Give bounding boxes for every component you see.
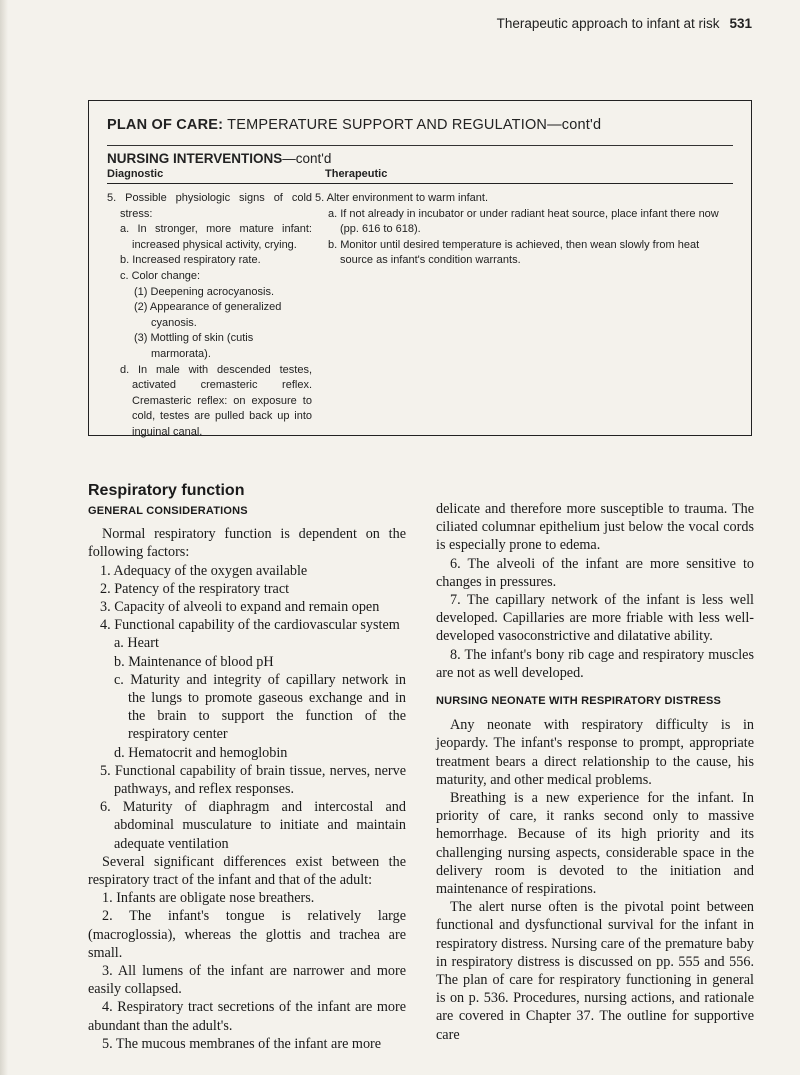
- divider: [107, 145, 733, 146]
- page-number: 531: [729, 16, 752, 31]
- box-title-rest: TEMPERATURE SUPPORT AND REGULATION—cont'd: [223, 117, 602, 133]
- list-item: 1. Infants are obligate nose breathers.: [102, 890, 315, 907]
- list-item: a. In stronger, more mature infant: increased physical activity, crying.: [120, 223, 312, 251]
- section-title-bold: NURSING INTERVENTIONS: [107, 151, 283, 166]
- list-item: 3. All lumens of the infant are narrower and more easily collapsed.: [88, 963, 406, 998]
- list-item: (3) Mottling of skin (cutis marmorata).: [134, 332, 254, 360]
- paragraph: Breathing is a new experience for the infant. In priority of care, it ranks second only to massive hemorrhage. Because of its high priority and its challenging nursing aspects, considerable space in the delivery room is devoted to the initiation and maintenance of respirations.: [436, 790, 754, 898]
- list-item: b. Monitor until desired temperature is achieved, then wean slowly from heat source as infant's condition warrants.: [328, 238, 700, 267]
- paragraph: delicate and therefore more susceptible to trauma. The ciliated columnar epithelium just below the vocal cords is especially prone to edema.: [436, 501, 754, 554]
- list-item: b. Increased respiratory rate.: [120, 254, 261, 267]
- list-item: 3. Capacity of alveoli to expand and remain open: [100, 599, 380, 616]
- list-item: 2. The infant's tongue is relatively large (macroglossia), whereas the glottis and trachea are small.: [88, 908, 406, 961]
- list-item: 5. Possible physiologic signs of cold stress:: [107, 192, 312, 220]
- box-title: [107, 117, 601, 133]
- column-header-diagnostic: Diagnostic: [107, 168, 164, 180]
- list-item: 4. Respiratory tract secretions of the infant are more abundant than the adult's.: [88, 999, 406, 1034]
- column-header-therapeutic: Therapeutic: [325, 168, 388, 180]
- list-item: a. Heart: [114, 635, 159, 652]
- list-item: a. If not already in incubator or under radiant heat source, place infant there now (pp. 616 to 618).: [328, 207, 719, 236]
- therapeutic-column: [315, 191, 735, 269]
- diagnostic-column: [107, 191, 312, 441]
- section-title-rest: —cont'd: [282, 151, 332, 166]
- list-item: 8. The infant's bony rib cage and respiratory muscles are not as well developed.: [436, 646, 754, 681]
- running-header: [497, 16, 752, 31]
- list-item: 6. The alveoli of the infant are more sensitive to changes in pressures.: [436, 555, 754, 590]
- list-item: c. Maturity and integrity of capillary network in the lungs to promote gaseous exchange and in the brain to support the function of the respiratory center: [114, 671, 406, 743]
- running-title: Therapeutic approach to infant at risk: [496, 16, 720, 31]
- box-title-bold: PLAN OF CARE:: [107, 117, 224, 133]
- right-column: [436, 500, 754, 1044]
- subsection-heading: NURSING NEONATE WITH RESPIRATORY DISTRESS: [436, 695, 722, 708]
- list-item: 2. Patency of the respiratory tract: [100, 580, 290, 597]
- page-spine: [0, 0, 8, 1075]
- section-heading: Respiratory function: [88, 482, 245, 499]
- plan-of-care-box: [88, 100, 752, 436]
- list-item: b. Maintenance of blood pH: [114, 653, 274, 670]
- list-item: (1) Deepening acrocyanosis.: [134, 285, 275, 298]
- paragraph: Any neonate with respiratory difficulty is in jeopardy. The infant's response to prompt, appropriate treatment bears a direct relationship to the cause, his maturity, and other medical problems.: [436, 717, 754, 788]
- paragraph: The alert nurse often is the pivotal point between functional and dysfunctional survival for the infant in respiratory distress. Nursing care of the premature baby in respiratory distress is discussed on pp. 555 and 556. The plan of care for respiratory functioning in general is on p. 536. Procedures, nursing actions, and rationale are covered in Chapter 37. The outline for supportive care: [436, 899, 754, 1043]
- subsection-heading: GENERAL CONSIDERATIONS: [88, 505, 248, 517]
- list-item: 6. Maturity of diaphragm and intercostal and abdominal musculature to initiate and maintain adequate ventilation: [100, 799, 406, 852]
- divider: [107, 183, 733, 184]
- list-item: 5. Functional capability of brain tissue, nerves, nerve pathways, and reflex responses.: [100, 762, 406, 798]
- list-item: 1. Adequacy of the oxygen available: [100, 562, 308, 579]
- section-title: [107, 151, 331, 166]
- paragraph: Several significant differences exist between the respiratory tract of the infant and that of the adult:: [88, 853, 406, 889]
- list-item: (2) Appearance of generalized cyanosis.: [134, 301, 282, 329]
- paragraph: Normal respiratory function is dependent on the following factors:: [88, 526, 406, 561]
- list-item: 4. Functional capability of the cardiovascular system: [100, 617, 400, 634]
- list-item: c. Color change:: [120, 269, 201, 282]
- list-item: d. In male with descended testes, activated cremasteric reflex. Cremasteric reflex: on exposure to cold, testes are pulled back up into inguinal canal.: [120, 363, 312, 438]
- list-item: 5. The mucous membranes of the infant are more: [102, 1035, 382, 1052]
- left-column: [88, 481, 406, 1053]
- list-item: d. Hematocrit and hemoglobin: [114, 744, 288, 761]
- list-item: 5. Alter environment to warm infant.: [315, 192, 489, 204]
- list-item: 7. The capillary network of the infant is less well developed. Capillaries are more friable with less well-developed vasoconstrictive and dilatative ability.: [436, 592, 754, 645]
